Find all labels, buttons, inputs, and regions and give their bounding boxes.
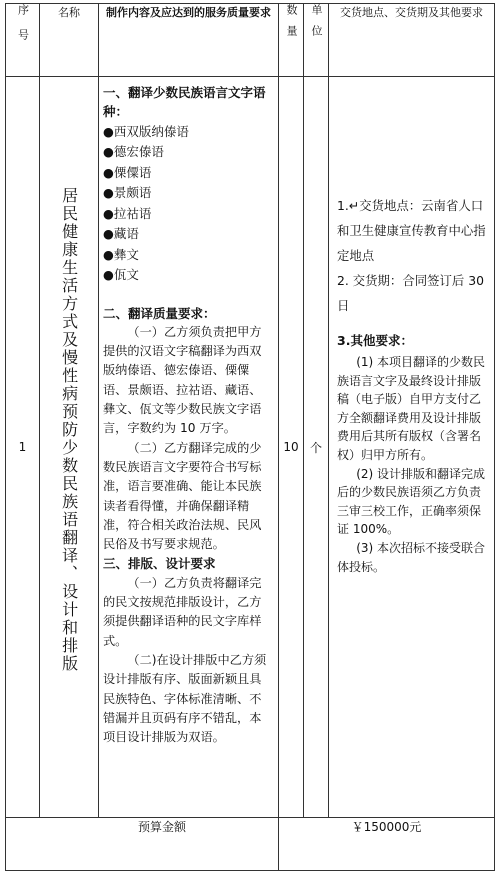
header-unit: 单位 [310, 4, 323, 46]
item-row [6, 77, 495, 818]
header-qty-cell [279, 4, 304, 77]
section-1-title: 一、翻译少数民族语言文字语种： [103, 85, 266, 120]
delivery-place: 1.↵交货地点：云南省人口和卫生健康宣传教育中心指定地点 [337, 198, 486, 263]
spacer [103, 286, 272, 304]
budget-row [6, 818, 495, 871]
header-name: 名称 [40, 4, 99, 77]
language-item: ●藏语 [103, 226, 139, 242]
language-item: ●景颇语 [103, 185, 152, 201]
section-2-para-1: （一）乙方须负责把甲方提供的汉语文字稿翻译为西双版纳傣语、德宏傣语、傈僳语、景颇语、拉祜语、藏语、彝文、佤文等少数民族文字语言，字数约为 10 万字。 [103, 324, 262, 436]
language-item: ●傈僳语 [103, 164, 152, 180]
row-qty: 10 [279, 77, 304, 818]
header-other: 交货地点、交货期及其他要求 [329, 4, 495, 77]
delivery-time: 2. 交货期：合同签订后 30 日 [337, 273, 484, 313]
header-seq-cell [6, 4, 40, 77]
language-item: ●西双版纳傣语 [103, 123, 189, 139]
procurement-table [5, 3, 495, 871]
budget-amount: ￥150000元 [279, 818, 495, 871]
spacer [337, 87, 488, 193]
budget-label: 预算金额 [6, 818, 279, 871]
header-row [6, 4, 495, 77]
row-seq: 1 [6, 77, 40, 818]
language-item: ●拉祜语 [103, 205, 152, 221]
language-item: ●彝文 [103, 246, 139, 262]
header-unit-cell [304, 4, 329, 77]
requirement-1: (1) 本项目翻译的少数民族语言文字及最终设计排版稿（电子版）自甲方支付乙方全额翻译费用及设计排版费用后其所有版权（含署名权）归甲方所有。 [337, 355, 486, 462]
row-unit: 个 [304, 77, 329, 818]
requirement-3: (3) 本次招标不接受联合体投标。 [337, 540, 486, 574]
section-3-para-1: （一）乙方负责将翻译完的民文按规范排版设计，乙方须提供翻译语种的民文字库样式。 [103, 575, 262, 648]
header-seq [6, 4, 39, 54]
row-name: 居民健康生活方式及慢性病预防少数民族语翻译、设计和排版 [59, 187, 79, 673]
section-2-title: 二、翻译质量要求： [103, 305, 216, 321]
content-cell [99, 77, 279, 818]
section-3-para-2: （二)在设计排版中乙方须设计排版有序、版面新颖且具民族特色、字体标准清晰、不错漏并且页码有序不错乱，本项目设计排版为双语。 [103, 652, 267, 745]
header-seq-text: 序号 [16, 4, 30, 54]
section-2-para-2: （二）乙方翻译完成的少数民族语言文字要符合书写标准，语言要准确、能让本民族读者看得懂，并确保翻译精准，符合相关政治法规、民风民俗及书写要求规范。 [103, 440, 262, 552]
requirement-2: (2) 设计排版和翻译完成后的少数民族语须乙方负责三审三校工作，正确率须保证 100%。 [337, 466, 486, 537]
section-3-title: 三、排版、设计要求 [103, 556, 216, 572]
header-qty: 数量 [285, 4, 298, 46]
header-content: 制作内容及应达到的服务质量要求 [99, 4, 279, 77]
other-cell [329, 77, 495, 818]
language-item: ●佤文 [103, 267, 139, 283]
other-requirements-title: 3.其他要求： [337, 333, 413, 348]
row-name-cell [40, 77, 99, 818]
language-item: ●德宏傣语 [103, 144, 164, 160]
